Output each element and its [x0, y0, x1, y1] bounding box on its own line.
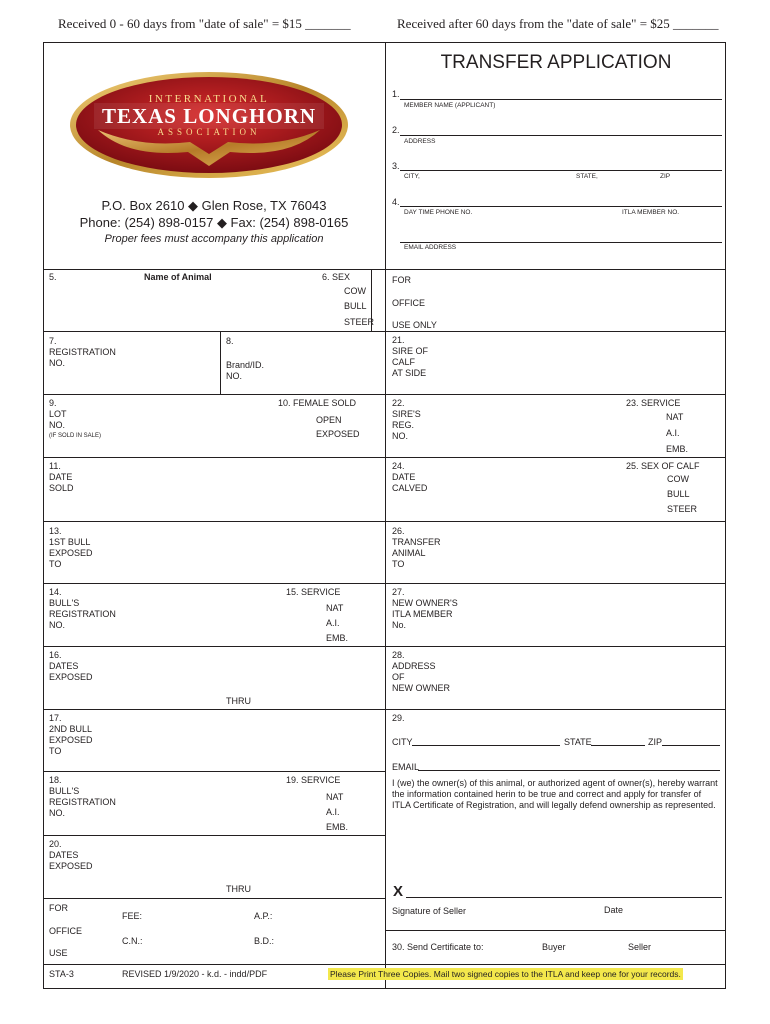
service-19-ai[interactable]: A.I. [326, 807, 340, 817]
service-15-emb[interactable]: EMB. [326, 633, 349, 643]
service-15-ai[interactable]: A.I. [326, 618, 340, 628]
send-to-seller[interactable]: Seller [628, 942, 652, 952]
city-state-zip-input[interactable] [400, 170, 722, 171]
thru-label-2: THRU [226, 884, 251, 894]
service-19-nat[interactable]: NAT [326, 792, 344, 802]
new-owner-state-input[interactable] [591, 745, 645, 746]
member-name-input[interactable] [400, 99, 722, 100]
email-label: EMAIL ADDRESS [404, 244, 457, 251]
address-label: ADDRESS [404, 138, 436, 145]
calf-cow[interactable]: COW [667, 474, 689, 484]
bd-label: B.D.: [254, 936, 275, 946]
field-1-number: 1. [392, 89, 400, 99]
seller-signature-input[interactable] [406, 897, 722, 898]
email-input[interactable] [400, 242, 722, 243]
late-fee-line: Received after 60 days from the "date of sale" = $25 _______ [397, 16, 719, 31]
field-2-number: 2. [392, 125, 400, 135]
new-owner-zip-input[interactable] [662, 745, 720, 746]
female-exposed[interactable]: EXPOSED [316, 429, 360, 439]
sex-steer[interactable]: STEER [344, 317, 375, 327]
contact-phone: Phone: (254) 898-0157 ◆ Fax: (254) 898-0165 [79, 215, 349, 230]
zip-label: ZIP [660, 173, 671, 180]
signature-seller-label: Signature of Seller [392, 906, 467, 916]
warranty-statement: I (we) the owner(s) of this animal, or authorized agent of owner(s), hereby warrant the information contained herin to be true and correct and apply for transfer of ITLA Certificate of Registration, and will legally defend ownership as represented. [392, 778, 718, 810]
itla-member-label: ITLA MEMBER NO. [622, 209, 680, 216]
fees-note: Proper fees must accompany this application [104, 233, 324, 245]
bottom-office: OFFICE [49, 926, 82, 936]
new-owner-member-label: 27. NEW OWNER'S ITLA MEMBER No. [392, 587, 458, 630]
bulls-reg-label-2: 18. BULL'S REGISTRATION NO. [49, 775, 116, 818]
new-owner-city-label: CITY [392, 737, 413, 747]
ap-label: A.P.: [254, 911, 273, 921]
sex-label: 6. SEX [322, 272, 351, 282]
for-office-2: OFFICE [392, 298, 425, 308]
service-19-emb[interactable]: EMB. [326, 822, 349, 832]
service-23-emb[interactable]: EMB. [666, 444, 689, 454]
new-owner-email-label: EMAIL [392, 762, 420, 772]
service-15-nat[interactable]: NAT [326, 603, 344, 613]
service-19-label: 19. SERVICE [286, 775, 341, 785]
dates-exposed-label-2: 20. DATES EXPOSED [49, 839, 93, 871]
logo-line-2: TEXAS LONGHORN [101, 104, 317, 128]
service-23-label: 23. SERVICE [626, 398, 681, 408]
form-code: STA-3 [49, 969, 74, 979]
new-owner-address-label: 28. ADDRESS OF NEW OWNER [392, 650, 450, 693]
service-23-ai[interactable]: A.I. [666, 428, 680, 438]
lot-no-label: 9. LOT NO. [49, 398, 67, 430]
field-4-number: 4. [392, 197, 400, 207]
address-input[interactable] [400, 135, 722, 136]
contact-address: P.O. Box 2610 ◆ Glen Rose, TX 76043 [101, 198, 327, 213]
phone-label: DAY TIME PHONE NO. [404, 209, 473, 216]
sex-cow[interactable]: COW [344, 286, 366, 296]
date-sold-label: 11. DATE SOLD [49, 461, 74, 493]
send-to-buyer[interactable]: Buyer [542, 942, 566, 952]
sex-of-calf-label: 25. SEX OF CALF [626, 461, 700, 471]
female-open[interactable]: OPEN [316, 415, 342, 425]
first-bull-label: 13. 1ST BULL EXPOSED TO [49, 526, 93, 569]
logo-line-1: INTERNATIONAL [148, 93, 270, 105]
female-sold-label: 10. FEMALE SOLD [278, 398, 357, 408]
cn-label: C.N.: [122, 936, 143, 946]
sires-reg-label: 22. SIRE'S REG. NO. [392, 398, 421, 441]
form-title: TRANSFER APPLICATION [440, 52, 672, 73]
bottom-for: FOR [49, 903, 68, 913]
for-office-3: USE ONLY [392, 320, 437, 330]
registration-no-label: 7. REGISTRATION NO. [49, 336, 116, 368]
field-8-number: 8. [226, 336, 234, 346]
signature-date-label: Date [604, 905, 624, 915]
bottom-use: USE [49, 948, 68, 958]
sire-of-calf-label: 21. SIRE OF CALF AT SIDE [392, 335, 429, 378]
field-29-number: 29. [392, 713, 405, 723]
member-name-label: MEMBER NAME (APPLICANT) [404, 102, 496, 109]
logo-line-3: ASSOCIATION [157, 127, 261, 137]
new-owner-state-label: STATE [564, 737, 592, 747]
state-label: STATE, [576, 173, 598, 180]
field-5-number: 5. [49, 272, 57, 282]
city-label: CITY, [404, 173, 420, 180]
service-15-label: 15. SERVICE [286, 587, 341, 597]
new-owner-zip-label: ZIP [648, 737, 663, 747]
fee-label: FEE: [122, 911, 143, 921]
new-owner-city-input[interactable] [412, 745, 560, 746]
service-23-nat[interactable]: NAT [666, 412, 684, 422]
revised-note: REVISED 1/9/2020 - k.d. - indd/PDF [122, 969, 268, 979]
second-bull-label: 17. 2ND BULL EXPOSED TO [49, 713, 93, 756]
phone-input[interactable] [400, 206, 722, 207]
dates-exposed-label-1: 16. DATES EXPOSED [49, 650, 93, 682]
calf-steer[interactable]: STEER [667, 504, 698, 514]
brand-id-label: Brand/ID. NO. [226, 360, 265, 381]
signature-x-mark: X [393, 883, 404, 900]
new-owner-email-input[interactable] [418, 770, 720, 771]
calf-bull[interactable]: BULL [667, 489, 690, 499]
transfer-to-label: 26. TRANSFER ANIMAL TO [392, 526, 441, 569]
early-fee-line: Received 0 - 60 days from "date of sale" = $15 _______ [58, 16, 351, 31]
thru-label-1: THRU [226, 696, 251, 706]
print-instructions: Please Print Three Copies. Mail two signed copies to the ITLA and keep one for your records. [330, 969, 681, 979]
send-certificate-label: 30. Send Certificate to: [392, 942, 484, 952]
sex-bull[interactable]: BULL [344, 301, 367, 311]
date-calved-label: 24. DATE CALVED [392, 461, 428, 493]
bulls-reg-label-1: 14. BULL'S REGISTRATION NO. [49, 587, 116, 630]
for-office-1: FOR [392, 275, 411, 285]
animal-name-label: Name of Animal [144, 272, 212, 282]
lot-note: (IF SOLD IN SALE) [49, 433, 102, 439]
field-3-number: 3. [392, 161, 400, 171]
